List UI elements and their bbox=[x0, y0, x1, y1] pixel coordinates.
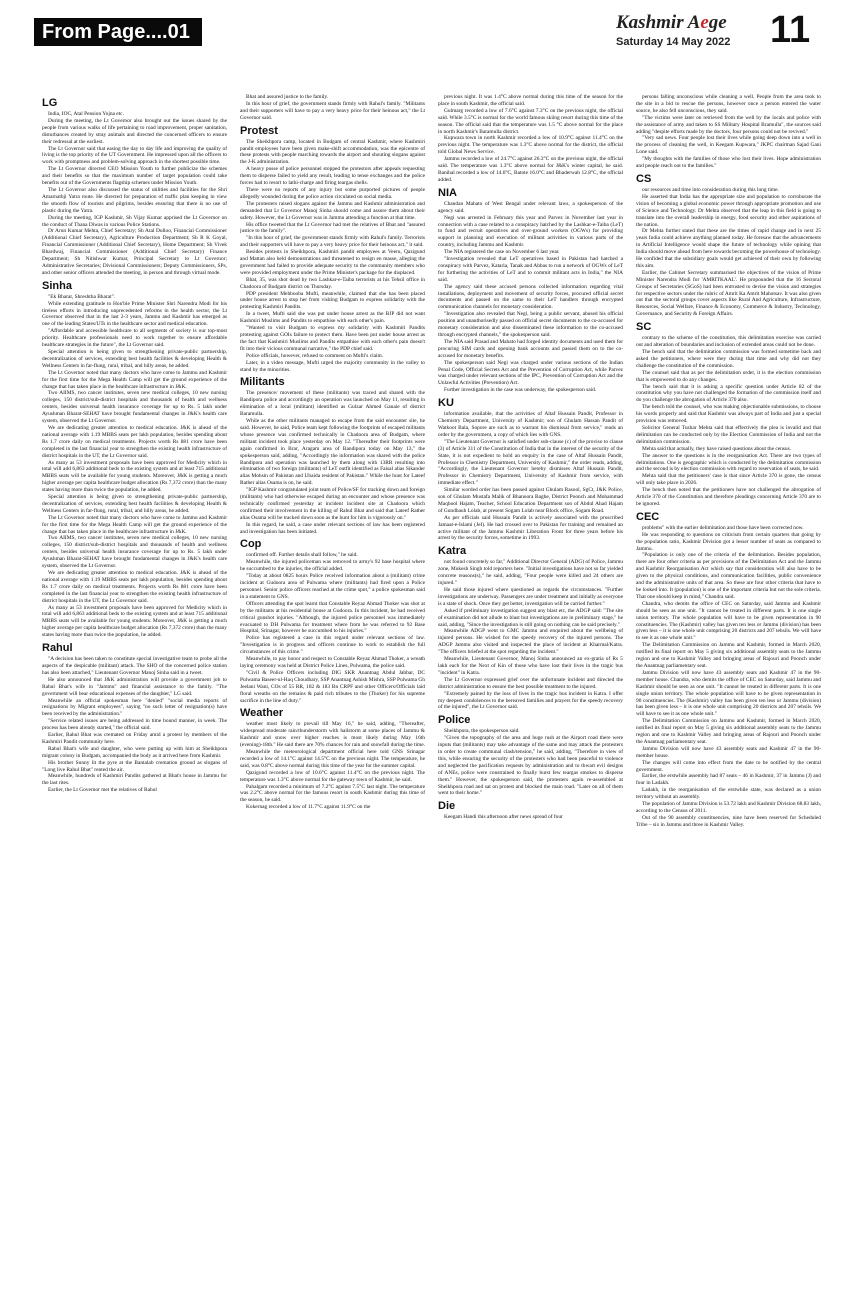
story-paragraph: His brother Sunny lit the pyre at the Bantalab cremation ground as slogans of "Long live Rahul Bhat" rented the air. bbox=[42, 759, 227, 773]
story-paragraph: Mehta said that the petitioners' case is that since Article 370 is gone, the census will only take place in 2026. bbox=[636, 473, 821, 487]
story-paragraph: Earlier, the Cabinet Secretary summarised the objectives of the vision of Prime Minister Narendra Modi for 'AMRITKAAL'. He propounded that the 16 Sectoral Groups of Secretaries (SGoS) had been entrusted to devise the vision and strategies for respective sectors under the rubric of Amrit Ka Amrit Mahotsav. It was also given out that the sectoral groups cover aspects like Rural And Agriculture, Infrastructure, Resources, Social Welfare, Finance & Economy, Commerce & Industry, Technology, Governance, and Security & Foreign Affairs. bbox=[636, 269, 821, 318]
story-heading: Cop bbox=[240, 538, 262, 551]
story-paragraph: The bench then noted that the petitioners have not challenged the abrogation of Article 370 of the Constitution and therefore pleadings concerning Article 370 are to be ignored. bbox=[636, 487, 821, 507]
story-paragraph: "Very sad news. Four people lost their lives while going deep down into a well in the process of cleaning the well, in Keegam Kupwara," JKPC chairman Sajad Gani Lone said. bbox=[636, 135, 821, 156]
story-paragraph: our resources and time into consideration during this long time. bbox=[642, 186, 779, 193]
story-paragraph: We are dedicating greater attention to medical education. J&K is ahead of the national average with 1.19 MBBS seats per lakh population, besides spending about Rs 1.7 crore daily on medical treatments. Projects worth Rs 881 crore have been completed in the last financial year to strengthen the existing health infrastructure of district hospitals in the UT, the Lt Governor said. bbox=[42, 570, 227, 604]
story-heading: Weather bbox=[240, 707, 284, 720]
story-paragraph: A heavy posse of police personnel stopped the protestors after appeals requesting them to disperse failed to yield any result, leading to tense exchanges and the police forces had to resort to lathi-charge and firing teargas shells. bbox=[240, 166, 425, 187]
story-paragraph: "In this hour of grief, the government stands firmly with Rahul's family. Terrorists and their supporters will have to pay a very heavy price for their heinous act," it said. bbox=[240, 235, 425, 249]
story-paragraph: The bench said that the delimitation commission was formed sometime back and asked the petitioners, where were they during that time and why did not they challenge the constitution of the commission. bbox=[636, 349, 821, 369]
story-paragraph: The bench told the counsel, who was making objectionable submissions, to choose his words properly and said that Kashmir was always part of India and just a special provision was removed. bbox=[636, 404, 821, 425]
story-paragraph: Chandan Mahato of West Bengal under relevant laws, a spokesperson of the agency said. bbox=[438, 200, 623, 214]
story-paragraph: Similar worded order has been passed against Ghulam Rasool, SgCt, J&K Police, son of Ghulam Mustafa Malik of Bhanoora Baghe, District Poonch and Mohammad Maqbool Hajam, Teacher, School Education Department son of Abdul Ahad Hajam of Gundbauh Lolab, at present Sogam Lolab near Block office, Sogam Road. bbox=[438, 487, 623, 514]
story-paragraph: "Civil & Police Officers including DIG SKR Anantnag Abdul Jabbar, DC Pulwama Baseer-ul-Haq Choudhary, SSP Anantnag Ashish Mishra, SSP Pulwama Gh Jeelani Wani, COs of 55 RR, 182 & 183 Bn CRPF and other Officers/Officials laid floral wreaths on the remains & paid rich tributes to the (Thoker) for his supreme sacrifice in the line of duty." bbox=[240, 669, 425, 704]
story-paragraph: Mehta said that actually, they have raised questions about the census. bbox=[642, 445, 792, 452]
story-paragraph: not found concretely so far," Additional Director General (ADG) of Police, Jammu zone, Mukesh Singh told reporters here. "Initial investigations have not so far yielded concrete reasons(s)," he said, adding, "Four people were killed and 24 others are injured." bbox=[438, 559, 623, 587]
story-paragraph: Special attention is being given to strengthening private-public partnership, decentralization of services, extending best health facilities & developing Health & Wellness Centers in far-flung, rural, tribal, and hilly areas, he added. bbox=[42, 494, 227, 514]
story-paragraph: PDP president Mehbooba Mufti, meanwhile, claimed that she has been placed under house arrest to stop her from visiting Budgam to express solidarity with the protesting Kashmiri Pandits. bbox=[240, 290, 425, 311]
story-paragraph: The answer to the questions is in the reorganisation Act. There are two types of delimitations. One is geographic which is conducted by the delimitation commission and the second is by election commission with regard to reservation of seats, he said. bbox=[636, 452, 821, 473]
story-paragraph: The changes will come into effect from the date to be notified by the central government. bbox=[636, 759, 821, 773]
story-heading: Die bbox=[438, 800, 456, 813]
story-paragraph: persons falling unconscious while cleaning a well. People from the area took to the site in a bid to rescue the persons, however once a person entered the water source, he also fell unconscious, they said. bbox=[636, 94, 821, 114]
story-heading: LG bbox=[42, 97, 58, 109]
story-paragraph: "Ek Bharat, Shreshtha Bharat". bbox=[48, 293, 116, 300]
story-paragraph: Earlier, the Lt Governor met the relatives of Rahul bbox=[48, 787, 157, 794]
story-paragraph: "Today at about 0825 hours Police received information about a (militant) crime incident at Gudoora area of Pulwama where (militants) had fired upon a Police personnel. Senior police officers reached at the crime spot," a police spokesman said in a statement to GNS. bbox=[240, 573, 425, 600]
story-paragraph: "Population is only one of the criteria of the delimitation. Besides population, there are four other criteria as per provisions of the Delimitation Act and the Jammu and Kashmir Reorganisation Act which say that consideration will also have to be given to the physical conditions, and communication facilities, public convenience and the administrative units of that area. So these are four other criteria that have to be looked into. It (population) is one of the important criteria but not the sole criteria. That one should keep in mind," Chandra said. bbox=[636, 552, 821, 600]
story-paragraph: The Delimitation Commission on Jammu and Kashmir, formed in March 2020, notified its final report on May 5 giving six additional assembly seats to the Jammu region and one to Kashmir Valley and bringing areas of Rajouri and Poonch under the Anantnag parliamentary seat. bbox=[636, 642, 821, 669]
story-heading: Rahul bbox=[42, 642, 73, 655]
story-paragraph: During the meeting, the Lt Governor also brought out the issues shared by the people from various walks of life pertaining to road improvement, proper sanitation, disturbances created by stray animals and directed the concerned officers to ensure their redressal at the earliest. bbox=[42, 117, 227, 145]
story-paragraph: previous night. It was 1.4°C above normal during this time of the season for the place in south Kashmir, the official said. bbox=[438, 94, 623, 107]
story-paragraph: Kokernag recorded a low of 11.7°C against 11.9°C on the bbox=[246, 804, 371, 811]
story-paragraph: "The Lieutenant Governor is satisfied under sub-clause (c) of the proviso to clause (3) of Article 311 of the Constitution of India that in the interest of the security of the State, it is not expedient to hold an enquiry in the case of Altaf Hussain Pandit, Professor in Chemistry Department, University of Kashmir," the order reads, adding, "Accordingly, the Lieutenant Governor hereby dismisses Altaf Hussain Pandit, Professor in Chemistry Department, University of Kashmir from service, with immediate effect." bbox=[438, 438, 623, 487]
story-paragraph: Officers attending the spot learnt that Constable Reyaz Ahmad Thoker was shot at by the militants at his residential house at Gudoora. In this incident, he had received critical gunshot injuries. "Although, the injured police personnel was immediately evacuated to DH Pulwama for treatment where from he was referred to 92 Base Hospital, Srinagar, however he succumbed to his injuries." bbox=[240, 600, 425, 635]
story-paragraph: Jammu Division will now have 43 assembly seats and Kashmir 47 in the 90-member house. Chandra, who demits the office of CEC on Saturday, said Jammu and Kashmir should be seen as one unit. "It cannot be treated in different parts. It is one single union territory. The whole population will have to be given representation in 90 constituencies. The (Kashmir) valley has been given ten less or Jammu (division) has been given less – it is one whole unit comprising 20 districts and 207 tehsils. We will have to see it as one whole unit." bbox=[636, 669, 821, 718]
story-paragraph: The bench said that it is asking a specific question under Article 82 of the constitution why you have not challenged the formation of the commission itself and do you challenge the abrogation of Article 370 also. bbox=[636, 383, 821, 404]
story-paragraph: His office tweeted that the Lt Governor had met the relatives of Bhat and "assured justice to the family". bbox=[240, 221, 425, 235]
newspaper-logo bbox=[616, 14, 786, 32]
story-paragraph: Keegam Handi this afternoon after news spread of four bbox=[444, 814, 563, 821]
story-paragraph: weather most likely to prevail till May 16," he said, adding, "Thereafter, widespread moderate rain/thunderstorm with hailstorm at some places of Jammu & Kashmir and snow over higher reaches is most likely during May 16th (evening)-18th." He said there are 70% chances for rain and snowfall during the time. bbox=[240, 721, 425, 749]
story-paragraph: Bhat, 35, was shot dead by two Lashkar-e-Taiba terrorists at his Tehsil office in Chadoora of Budgam district on Thursday. bbox=[240, 276, 425, 290]
text-column bbox=[240, 94, 425, 1284]
story-paragraph: We are dedicating greater attention to medical education. J&K is ahead of the national average with 1.19 MBBS seats per lakh population, besides spending about Rs 1.7 crore daily on medical treatments. Projects worth Rs 881 crore have been completed in the last financial year to strengthen the existing health infrastructure of district hospitals in the UT, the Lt Governor said. bbox=[42, 424, 227, 459]
article-columns bbox=[42, 94, 822, 1284]
story-paragraph: Bhat and assured justice to the family. bbox=[246, 94, 329, 100]
story-paragraph: Dr Arun Kumar Mehta, Chief Secretary; Sh Atal Dulloo, Financial Commissioner (Additional Chief Secretary), Agriculture Production Department; Sh R K Goyal, Financial Commissioner (Additional Chief Secretary), Home Department; Sh Vivek Bhardwaj, Financial Commissioner (Additional Chief Secretary) Finance Department; Sh Nitishwar Kumar, Principal Secretary to Lt Governor; Administrative Secretaries; Divisional Commissioners; Deputy Commissioners, SPs, and other senior officers attended the meeting, in person and through virtual mode. bbox=[42, 228, 227, 276]
story-paragraph: confirmed off. Further details shall follow," he said. bbox=[246, 552, 358, 559]
story-paragraph: The counsel said that as per the delimitation order, it is the election commission that is empowered to do any changes. bbox=[636, 369, 821, 383]
story-paragraph: The population of Jammu Division is 53.72 lakh and Kashmir Division 68.83 lakh, according to the Census of 2011. bbox=[636, 801, 821, 814]
story-paragraph: "A decision has been taken to constitute special investigative team to probe all the aspects of the despicable (militant) attack. The SHO of the concerned police station has also been attached," Lieutenant Governor Manoj Sinha said in a tweet. bbox=[42, 656, 227, 676]
story-paragraph: The Lt Governor also discussed the status of utilities and facilities for the Shri Amarnathji Yatra route. He directed for preparation of traffic plan keeping in view the smooth flow of tourists and pilgrims, besides ensuring that there is no use of plastic during the Yatra. bbox=[42, 186, 227, 214]
story-paragraph: Meanwhile, Lieutenant Governor, Manoj Sinha announced an ex-gratia of Rs 5 lakh each for the Next of Kin of those who have lost their lives in the tragic bus "incident" in Katra. bbox=[438, 656, 623, 676]
story-paragraph: While as the other militants managed to escape from the said encounter site, he said. However, he said, Police team kept following the footprints of escaped militants whose presence was confirmed technically in Chadoora area of Budgam, where militant incident took place yesterday on May 12. "Thereafter their footprints were again confirmed in Brar, Aragam area of Bandipora today on May 13," the spokesperson said, adding, "Accordingly the information was shared with the police Bandipora and operation was launched by them along with 13RR resulting into elimination of two foreign (militants) of LeT outfit identified as Faisal alias Sikander alias Mohsin of Pakistan and Ubaida resident of Pakistan." While the hunt for Lateef Rather alias Osama is on, he said. bbox=[240, 418, 425, 487]
story-heading: NIA bbox=[438, 186, 457, 199]
story-paragraph: Meanwhile, to pay honor and respect to Constable Reyaz Ahmad Thoker, a wreath laying ceremony was held at District Police Lines, Pulwama, the police said. bbox=[240, 656, 425, 669]
story-heading: Militants bbox=[240, 376, 285, 389]
story-paragraph: Jammu recorded a low of 24.7°C against 26.3°C on the previous night, the official said. The temperature was 1.3°C above normal for J&K's winter capital, he said. Banihal recorded a low of 14.6°C, Batote 16.0°C and Bhaderwah 12.8°C, the official added. bbox=[438, 156, 623, 183]
story-paragraph: "The victims were later on retrieved from the well by the locals and police with the assistance of army and taken to SS Military Hospital Bramulla", the sources said adding "despite efforts made by the doctors, four persons could not be revived." bbox=[636, 114, 821, 135]
story-paragraph: Meanwhile ADGP went to GMC Jammu and enquired about the wellbeing of injured persons. He wished for the speedy recovery of the injured persons. The ADGP Jammu also visited and inspected the place of incident at Kharmal/Katra. "The officers briefed at the spot regarding the incident." bbox=[438, 628, 623, 656]
story-paragraph: As many as 53 investment proposals have been approved for Medicity which in total will add 6,863 additional beds to the existing system and at least 715 additional MBBS seats will be available for young students. Moreover, J&K is getting a much higher average per capita healthcare budget allocation (Rs 7,372 crore) than the many states having more than twice the population, he added. bbox=[42, 604, 227, 639]
story-paragraph: "IGP Kashmir congratulated joint team of Police/SF for tracking down and foreign (militants) who had otherwise escaped during an encounter and whose presence was technically confirmed yesterday at incident incident site at Chadoora which confirmed their involvement in the killing of Rahul Bhat and said that Lateef Rather alias Osama will be tracked down soon as the hunt for him is vigorously on." bbox=[240, 487, 425, 521]
story-paragraph: He asserted that India has the appropriate size and population to corroborate the vision of becoming a global economic power through appropriate promotion and use of Science and Technology. Dr Mehta observed that the leap in this field is going to translate into the overall leadership in energy, food security and other aspirations of the nation. bbox=[636, 193, 821, 228]
story-heading: Katra bbox=[438, 545, 467, 558]
story-paragraph: The Sheikhpora camp, located in Budgam of central Kashmir, where Kashmiri pandit employees have been given make-shift accommodation, was the epicentre of these protests with people marching towards the airport and shouting slogans against the J-K administration. bbox=[240, 138, 425, 166]
story-paragraph: The Lt Governor said that easing the day to day life and improving the quality of living is the top priority of the UT Government. He impressed upon all the officers to work with promptness and problem-solving approach in the shortest possible time. bbox=[42, 145, 227, 166]
story-paragraph: Police officials, however, refused to comment on Mufti's claim. bbox=[246, 352, 384, 359]
story-paragraph: The Lt Governor directed CEO Mission Youth to further publicize the schemes and their benefits so that the maximum number of target population could take benefits out of the Governments flagship schemes under Mission Youth. bbox=[42, 166, 227, 187]
story-paragraph: The protesters raised slogans against the Jammu and Kashmir administration and demanded that Lt Governor Manoj Sinha should come and assure them about their safety. However, the Lt Governor was in Jammu attending a function at that time. bbox=[240, 200, 425, 221]
story-paragraph: In a tweet, Mufti said she was put under house arrest as the BJP did not want Kashmiri Muslims and Pandits to empathise with each other's pain. bbox=[240, 311, 425, 325]
story-paragraph: In this regard, he said, a case under relevant sections of law has been registered and investigation has been initiated. bbox=[240, 521, 425, 535]
story-paragraph: He also announced that J&K administration will provide a government job to Rahul Bhat's wife in "Jammu" and financial assistance to the family. "The government will bear educational expenses of the daughter," LG said. bbox=[42, 676, 227, 697]
story-paragraph: "Given the topography of the area and huge rush at the Airport road there were inputs that (militants) may take advantage of the same and may attack the protesters in order to create communal clash/tension," he said, adding, "Therefore in view of this, while ensuring the security of the protesters who had been peaceful to violence and neglected the pacification requests by administration and to thwart evil designs of ANEs, police were constrained to finally burst few teargas smokes to disperse them." However, the spokesperson said, the protesters again re-assembled at Sheikhpora road and sat on protest and blocked the main road. "Later on all of them went to their home." bbox=[438, 735, 623, 797]
story-heading: Police bbox=[438, 714, 471, 727]
story-paragraph: Chandra, who demits the office of CEC on Saturday, said Jammu and Kashmir should be seen as one unit. "It cannot be treated in different parts. It is one single union territory. The whole population will have to be given representation in 90 constituencies. The (Kashmir) valley has given ten less or Jammu (division) has been given less – it is one whole unit comprising 20 districts and 207 tehsils. We will have to see it as one whole unit." bbox=[636, 600, 821, 642]
story-heading: CS bbox=[636, 172, 652, 185]
story-paragraph: India, IOC, Atal Pension Yojna etc. bbox=[48, 111, 124, 117]
page-header bbox=[0, 0, 848, 50]
story-paragraph: Further investigation in the case was underway, the spokesperson said. bbox=[444, 387, 597, 394]
story-paragraph: While extending gratitude to Hon'ble Prime Minister Shri Narendra Modi for his tireless efforts in introducing unprecedented reforms in the health sector, the Lt Governor observed that in the last 2-3 years, Jammu and Kashmir has emerged as one of the leading States/UTs in the healthcare sector and medical education. bbox=[42, 300, 227, 328]
logo-text-post: ge bbox=[708, 12, 727, 33]
story-paragraph: During the meeting, IGP Kashmir, Sh Vijay Kumar apprised the Lt Governor on the conduct of Thana Diwas in various Police Stations. bbox=[42, 214, 227, 228]
logo-text-e: e bbox=[700, 12, 709, 33]
story-paragraph: Ladakh, in the reorganisation of the erstwhile state, was declared as a union territory without an assembly. bbox=[636, 787, 821, 801]
story-paragraph: Qazigund recorded a low of 10.6°C against 11.4°C on the previous night. The temperature was 1.3°C above normal for the gateway town of Kashmir, he said. bbox=[240, 769, 425, 783]
story-paragraph: Two AIIMS, two cancer institutes, seven new medical colleges, 10 new nursing colleges, 150 district/sub-district hospitals and thousands of health and wellness centers, besides universal health insurance coverage for up to Rs. 5 lakh under Ayushman Bharat-SEHAT have brought fundamental changes in J&K's health care system, observed the Lt Governor. bbox=[42, 390, 227, 425]
story-paragraph: Later, in a video message, Mufti urged the majority community in the valley to stand by the minorities. bbox=[240, 359, 425, 373]
story-paragraph: There were no reports of any injury but some purported pictures of people allegedly wounded during the police action circulated on social media. bbox=[240, 186, 425, 200]
story-paragraph: Negi was arrested in February this year and Parvez in November last year in connection with a case related to a conspiracy hatched by the Lashkar-e-Taiba (LeT) to fund and recruit operatives and over-ground workers (OGWs) for providing support in planning and execution of militant activities in various parts of the country, including Jammu and Kashmir. bbox=[438, 214, 623, 249]
story-paragraph: Out of the 90 assembly constituencies, nine have been reserved for Scheduled Tribe – six in Jammu and three in Kashmir Valley. bbox=[636, 814, 821, 828]
story-paragraph: In this hour of grief, the government stands firmly with Rahul's family. "Militants and their supporters will have to pay a very heavy price for their heinous act," the Lt Governor said. bbox=[240, 100, 425, 121]
story-heading: SC bbox=[636, 321, 652, 334]
story-paragraph: Meanwhile an official spokesman here "denied" "social media reports of resignations by Migrant employees", saying "no such letter of resignation(s) have been received by the administration." bbox=[42, 697, 227, 718]
story-paragraph: Gulmarg recorded a low of 7.6°C against 7.3°C on the previous night, the official said. While 3.5°C is normal for the world famous skiing resort during this time of the season. The official said that the temperature was 1.5 °C above normal for the place in north Kashmir's Baramulla district. bbox=[438, 107, 623, 135]
story-paragraph: "Extremely pained by the loss of lives in the tragic bus incident in Katra. I offer my deepest condolences to the bereaved families and prayers for the speedy recovery of the injured", the Lt Governor said. bbox=[438, 690, 623, 711]
story-heading: KU bbox=[438, 397, 454, 410]
story-paragraph: The spokesperson said Negi was charged under various sections of the Indian Penal Code, Official Secrets Act and the Prevention of Corruption Act, while Parvez was charged under relevant sections of the IPC, Prevention of Corruption Act and the Unlawful Activities (Prevention) Act. bbox=[438, 359, 623, 387]
story-paragraph: contrary to the scheme of the constitution, this delimitation exercise was carried out and alteration of boundaries and inclusion of extended areas could not be done. bbox=[636, 335, 821, 349]
text-column bbox=[42, 94, 227, 1284]
story-paragraph: Solicitor General Tushar Mehta said that effectively the plea is invalid and that delimitation can be conducted only by the Election Commission of India and not the delimitation commission. bbox=[636, 424, 821, 445]
story-paragraph: "Service related issues are being addressed in time bound manner, in week. The process has been already started," the official said. bbox=[42, 718, 227, 732]
masthead bbox=[616, 14, 786, 48]
story-heading: Sinha bbox=[42, 279, 72, 292]
story-heading: Protest bbox=[240, 124, 278, 137]
story-paragraph: Meanwhile the meteorological department official here told GNS Srinagar recorded a low of 14.1°C against 14.5°C on the previous night. The temperature, he said, was 0.8°C above normal during this time of the year for the summer capital. bbox=[240, 749, 425, 769]
story-paragraph: Pahalgam recorded a minimum of 7.2°C against 7.5°C last night. The temperature was 2.2°C above normal for the famous resort in south Kashmir during this time of the season, he said. bbox=[240, 783, 425, 804]
story-paragraph: information available, that the activities of Altaf Hussain Pandit, Professor in Chemistry Department, University of Kashmir; son of Ghulam Hassan Pandit of Watkoot Bala, Sopore are such as to warrant his dismissal from service," reads an order by the government, a copy of which lies with GNS. bbox=[438, 411, 623, 438]
story-paragraph: The Lt Governor noted that many doctors who have come to Jammu and Kashmir for the first time for the Mega Health Camp will get the ground experience of the change that has taken place in the healthcare infrastructure in J&K. bbox=[42, 514, 227, 535]
story-paragraph: Besides protests in Sheikhpora, Kashmiri pandit employees at Veeru, Qazigund and Mattan also held demonstrations and threatened to resign en masse, alleging the government had failed to provide adequate security to the community members who were provided employment under the Prime Minister's package for the displaced. bbox=[240, 249, 425, 276]
story-paragraph: Jammu Division will now have 43 assembly seats and Kashmir 47 in the 90-member house. bbox=[636, 745, 821, 759]
story-paragraph: Meanwhile, the injured policeman was removed to army's 92 base hospital where he succumbed to the injuries, the official added. bbox=[240, 559, 425, 573]
story-paragraph: Police has registered a case in this regard under relevant sections of law. "Investigation is in progress and officers continue to work to establish the full circumstances of this crime." bbox=[240, 635, 425, 656]
story-paragraph: Earlier, Rahul Bhat was cremated on Friday amid a protest by members of the Kashmiri Pandit community here. bbox=[42, 732, 227, 745]
story-paragraph: Kupwara town in north Kashmir recorded a low of 10.9°C against 11.4°C on the previous night. The temperature was 1.3°C above normal for the district, the official told Global News Service. bbox=[438, 135, 623, 156]
story-heading: CEC bbox=[636, 510, 660, 523]
page-number: 11 bbox=[770, 9, 811, 51]
story-paragraph: "Affordable and accessible healthcare to all segments of society is our top-most priority. Healthcare professionals need to work together to ensure affordable healthcare strategies in the future", the Lt Governor said. bbox=[42, 328, 227, 349]
story-paragraph: Dr Mehta further stated that these are the times of rapid change and in next 25 years India could achieve anything planned today. He foresaw that the advancements in Artificial Intelligence would shape the future of technology while opining that India should move ahead from here towards becoming the powerhouse of technology. He confided that the subsidiary goals would get achieved of their own by following this aim. bbox=[636, 228, 821, 269]
story-paragraph: Asked if preliminary investigation suggest any blast etc, the ADGP said: "The site of examination did not allude to blast but investigations are in preliminary stage," he said, adding, "Since the investigation is still going on nothing can be said precisely." bbox=[438, 607, 623, 628]
story-paragraph: Earlier, the erstwhile assembly had 87 seats – 46 in Kashmir, 37 in Jammu (J) and four in Ladakh. bbox=[636, 773, 821, 787]
story-paragraph: He said those injured where questioned as regards the circumstances. "Further investigations are underway. Passengers are under treatment and initially as everyone is a state of shock. Once they get better, investigation will be carried further." bbox=[438, 587, 623, 607]
story-paragraph: "Investigation also revealed that Negi, being a public servant, abused his official position and unauthorisedly passed on official secret documents to the co-accused for monetary consideration and also disseminated these information to the co-accused through encrypted channels," the spokesperson said. bbox=[438, 311, 623, 338]
story-paragraph: The Lt Governor expressed grief over the unfortunate incident and directed the district administration to ensure the best possible treatment to the injured. bbox=[438, 676, 623, 690]
story-paragraph: The NIA registered the case on November 6 last year. bbox=[444, 249, 560, 256]
text-column bbox=[438, 94, 623, 1284]
story-paragraph: As many as 53 investment proposals have been approved for Medicity which in total will add 6,863 additional beds to the existing system and at least 715 additional MBBS seats will be available for young students. Moreover, J&K is getting a much higher average per capita healthcare budget allocation (Rs 7,372 crore) than the many states having more than twice the population, he added. bbox=[42, 459, 227, 494]
story-paragraph: The NIA said Prasad and Mahato had forged identity documents and used them for procuring SIM cards and opening bank accounts and passed them on to the co-accused for monetary benefits. bbox=[438, 338, 623, 359]
story-paragraph: The Lt Governor noted that many doctors who have come to Jammu and Kashmir for the first time for the Mega Health Camp will get the ground experience of the change that has taken place in the healthcare infrastructure in J&K. bbox=[42, 369, 227, 390]
story-paragraph: As per officials said Hussain Pandit is actively associated with the proscribed Jamaat-e-Islami (JeI). He had crossed over to Pakistan for training and remained an active militant of the Jammu Kashmir Liberation Front for three years before his arrest by the security forces, sometime in 1993. bbox=[438, 514, 623, 542]
issue-date: Saturday 14 May 2022 bbox=[616, 36, 731, 48]
logo-text-pre: Kashmir A bbox=[616, 12, 701, 33]
story-paragraph: Sheikhpora, the spokesperson said. bbox=[444, 728, 520, 735]
story-paragraph: Two AIIMS, two cancer institutes, seven new medical colleges, 10 new nursing colleges, 150 district/sub-district hospitals and thousands of health and wellness centers, besides universal health insurance coverage for up to Rs. 5 lakh under Ayushman Bharat-SEHAT have brought fundamental changes in J&K's health care system, observed the Lt Governor. bbox=[42, 535, 227, 570]
story-paragraph: "My thoughts with the families of those who lost their lives. Hope administration and people reach out to the families." bbox=[636, 156, 821, 170]
text-column bbox=[636, 94, 821, 1284]
story-paragraph: He was responding to questions on criticism from certain quarters that going by the population ratio, Kashmir Division got a lesser number of seats as compared to Jammu. bbox=[636, 531, 821, 552]
story-paragraph: The agency said these accused persons collected information regarding vital installations, deployment and movement of security forces, procured official secret documents and passed on the same to their LeT handlers through encrypted communication channels for monetary consideration. bbox=[438, 283, 623, 311]
story-paragraph: "Investigation revealed that LeT operatives based in Pakistan had hatched a conspiracy with Parvez, Kataria, Tanak and Abbas to run a network of OGWs of LeT for furthering the activities of LeT and to commit militant acts in India," the NIA said. bbox=[438, 256, 623, 283]
story-paragraph: problems" with the earlier delimitation and those have been corrected now. bbox=[642, 524, 804, 531]
story-paragraph: "Wanted to visit Budgam to express my solidarity with Kashmiri Pandits protesting against GOIs failure to protect them. Have been put under house arrest as the fact that Kashmiri Muslims and Pandits empathise with each other's pain doesn't fit into their vicious communal narrative," the PDP chief said. bbox=[240, 325, 425, 352]
story-paragraph: The presence/ movement of these (militants) was traced and shared with the Bandipora police and accordingly an operation was launched on May 11, resulting in elimination of a local (militant) identified as Gulzar Ahmed Ganaie of district Baramulla. bbox=[240, 390, 425, 418]
story-paragraph: The Delimitation Commission on Jammu and Kashmir, formed in March 2020, notified its final report on May 5 giving six additional assembly seats to the Jammu region and one to Kashmir Valley and bringing areas of Rajouri and Poonch under the Anantnag parliamentary seat. bbox=[636, 718, 821, 745]
section-banner: From Page....01 bbox=[34, 18, 202, 46]
story-paragraph: Special attention is being given to strengthening private-public partnership, decentralization of services, extending best health facilities & developing Health & Wellness Centers in far-flung, rural, tribal, and hilly areas, he added. bbox=[42, 349, 227, 369]
story-paragraph: Rahul Bhat's wife and daughter, who were putting up with him at Sheikhpora migrant colony in Budgam, accompanied the body as it arrived here from Kashmir. bbox=[42, 745, 227, 759]
story-paragraph: Meanwhile, hundreds of Kashmiri Pandits gathered at Bhat's house in Jammu for the last rites. bbox=[42, 773, 227, 787]
